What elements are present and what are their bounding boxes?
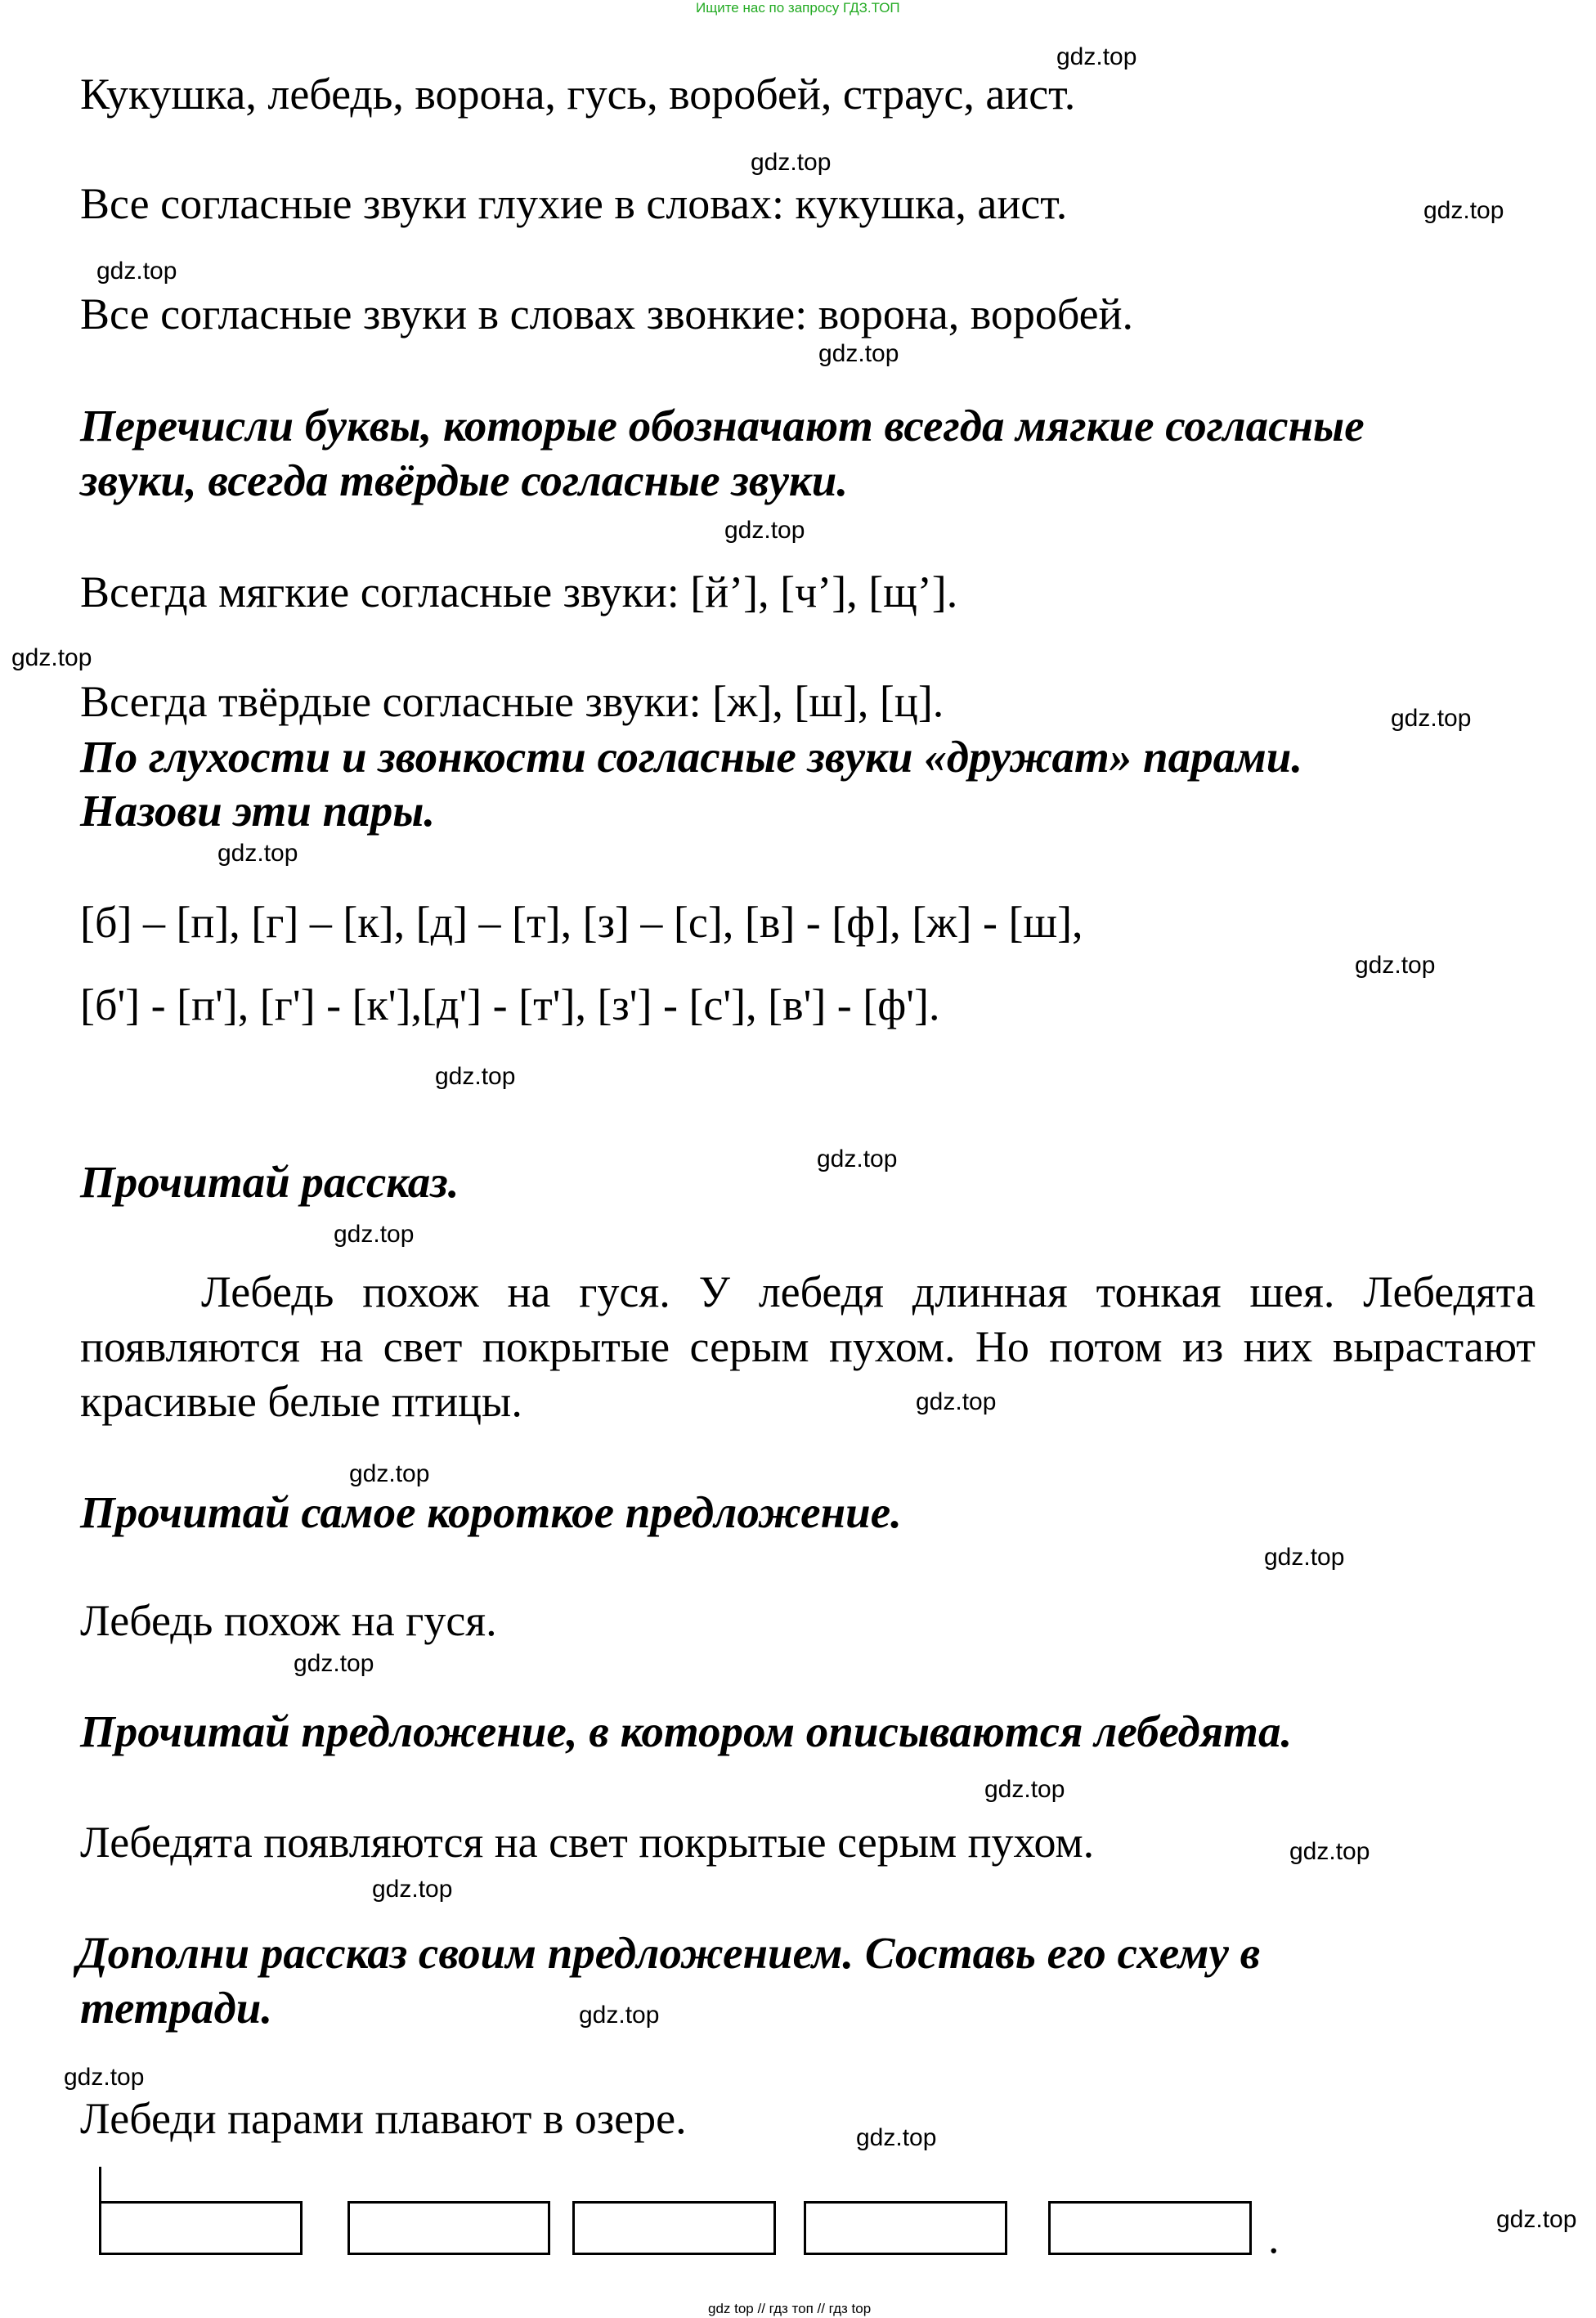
watermark: gdz.top bbox=[916, 1388, 997, 1415]
task-add-sentence-line1: Дополни рассказ своим предложением. Составь его схему в bbox=[77, 1928, 1261, 1978]
watermark: gdz.top bbox=[1289, 1838, 1370, 1865]
task-cygnets-sentence: Прочитай предложение, в котором описываются лебедята. bbox=[80, 1706, 1293, 1756]
scheme-word-box bbox=[347, 2201, 550, 2255]
voiceless-line: Все согласные звуки глухие в словах: кукушка, аист. bbox=[80, 179, 1068, 228]
hard-consonants-answer: Всегда твёрдые согласные звуки: [ж], [ш], [ц]. bbox=[80, 677, 944, 726]
scheme-end-mark: . bbox=[1268, 2213, 1280, 2262]
shortest-sentence-answer: Лебедь похож на гуся. bbox=[80, 1596, 497, 1645]
task-letters-line1: Перечисли буквы, которые обозначают всегда мягкие согласные bbox=[80, 401, 1365, 451]
watermark: gdz.top bbox=[64, 2064, 145, 2091]
watermark: gdz.top bbox=[1391, 705, 1472, 732]
watermark: gdz.top bbox=[96, 258, 177, 285]
watermark: gdz.top bbox=[1355, 952, 1436, 979]
watermark: gdz.top bbox=[435, 1063, 516, 1090]
task-shortest-sentence: Прочитай самое короткое предложение. bbox=[80, 1487, 902, 1537]
task-add-sentence-line2: тетради. bbox=[80, 1983, 273, 2033]
watermark: gdz.top bbox=[217, 840, 298, 867]
soft-consonants-answer: Всегда мягкие согласные звуки: [й’], [ч’], [щ’]. bbox=[80, 567, 958, 616]
watermark: gdz.top bbox=[817, 1146, 898, 1172]
watermark: gdz.top bbox=[1496, 2206, 1577, 2233]
top-banner[interactable]: Ищите нас по запросу ГДЗ.ТОП bbox=[696, 0, 900, 16]
watermark: gdz.top bbox=[349, 1460, 430, 1487]
voiced-line: Все согласные звуки в словах звонкие: ворона, воробей. bbox=[80, 289, 1134, 339]
watermark: gdz.top bbox=[372, 1876, 453, 1903]
added-sentence: Лебеди парами плавают в озере. bbox=[80, 2094, 687, 2143]
watermark: gdz.top bbox=[751, 149, 832, 176]
pairs-soft-line: [б'] - [п'], [г'] - [к'],[д'] - [т'], [з'] - [с'], [в'] - [ф']. bbox=[80, 980, 940, 1029]
watermark: gdz.top bbox=[856, 2124, 937, 2151]
scheme-word-box bbox=[804, 2201, 1007, 2255]
task-read-story: Прочитай рассказ. bbox=[80, 1157, 460, 1207]
watermark: gdz.top bbox=[1264, 1544, 1345, 1571]
bottom-footer: gdz top // гдз топ // гдз top bbox=[708, 2301, 872, 2316]
pairs-hard-line: [б] – [п], [г] – [к], [д] – [т], [з] – [с], [в] - [ф], [ж] - [ш], bbox=[80, 898, 1083, 947]
watermark: gdz.top bbox=[818, 340, 899, 367]
watermark: gdz.top bbox=[11, 644, 92, 671]
watermark: gdz.top bbox=[334, 1221, 415, 1248]
scheme-word-box bbox=[1048, 2201, 1252, 2255]
scheme-word-box bbox=[572, 2201, 776, 2255]
task-pairs-line1: По глухости и звонкости согласные звуки «дружат» парами. bbox=[80, 732, 1303, 782]
story-paragraph: Лебедь похож на гуся. У лебедя длинная тонкая шея. Лебедята появляются на свет покрытые серым пухом. Но потом из них вырастают красивые белые птицы. bbox=[80, 1267, 1535, 1426]
scheme-word-box bbox=[99, 2201, 303, 2255]
watermark: gdz.top bbox=[1423, 197, 1504, 224]
birds-line: Кукушка, лебедь, ворона, гусь, воробей, страус, аист. bbox=[80, 69, 1076, 119]
task-letters-line2: звуки, всегда твёрдые согласные звуки. bbox=[80, 455, 849, 505]
task-pairs-line2: Назови эти пары. bbox=[80, 786, 436, 836]
watermark: gdz.top bbox=[984, 1776, 1065, 1803]
watermark: gdz.top bbox=[724, 517, 805, 544]
cygnets-sentence-answer: Лебедята появляются на свет покрытые серым пухом. bbox=[80, 1818, 1095, 1867]
watermark: gdz.top bbox=[1056, 43, 1137, 70]
watermark: gdz.top bbox=[294, 1650, 374, 1677]
watermark: gdz.top bbox=[579, 2002, 660, 2029]
